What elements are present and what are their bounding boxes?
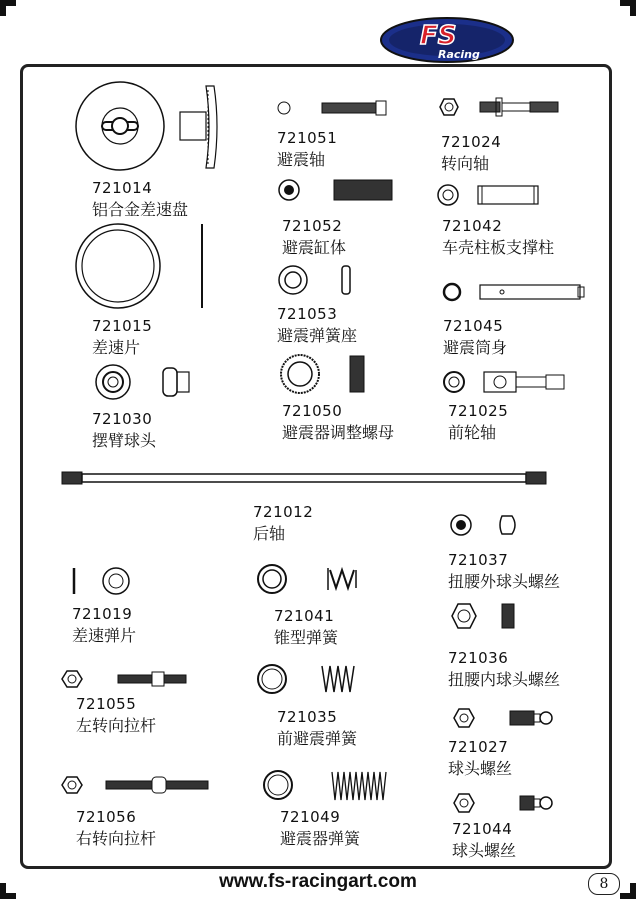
front-spring-illustration bbox=[256, 662, 366, 696]
part-name: 避震弹簧座 bbox=[277, 326, 358, 345]
part-code: 721044 bbox=[452, 820, 513, 838]
part-code: 721037 bbox=[448, 551, 509, 569]
part-label bbox=[76, 806, 156, 850]
rear-axle-illustration bbox=[60, 468, 548, 488]
part-name: 转向轴 bbox=[441, 154, 490, 173]
part-name: 后轴 bbox=[253, 524, 286, 543]
part-name: 摆臂球头 bbox=[92, 431, 157, 450]
part-name: 扭腰外球头螺丝 bbox=[448, 572, 561, 591]
part-code: 721052 bbox=[282, 217, 343, 235]
part-code: 721042 bbox=[442, 217, 503, 235]
part-name: 避震器调整螺母 bbox=[282, 423, 395, 442]
part-label bbox=[441, 131, 501, 175]
svg-text:Racing: Racing bbox=[438, 48, 480, 61]
part-label bbox=[280, 806, 360, 850]
inner-ball-screw-illustration bbox=[450, 602, 530, 630]
diff-plate-illustration bbox=[74, 80, 224, 180]
part-name: 避震器弹簧 bbox=[280, 829, 361, 848]
shock-cylinder-illustration bbox=[442, 282, 592, 302]
shock-shaft-illustration bbox=[276, 98, 396, 118]
fs-racing-logo bbox=[378, 10, 516, 66]
part-name: 避震筒身 bbox=[443, 338, 508, 357]
part-code: 721055 bbox=[76, 695, 137, 713]
part-label bbox=[277, 127, 337, 171]
part-label bbox=[448, 400, 508, 444]
part-label bbox=[452, 818, 516, 862]
adjust-nut-illustration bbox=[280, 352, 370, 396]
part-label bbox=[76, 693, 156, 737]
part-label bbox=[72, 603, 136, 647]
part-code: 721035 bbox=[277, 708, 338, 726]
part-name: 左转向拉杆 bbox=[76, 716, 157, 735]
steering-shaft-illustration bbox=[436, 96, 566, 118]
right-tie-rod-illustration bbox=[60, 774, 210, 796]
diff-ring-illustration bbox=[74, 222, 214, 312]
part-name: 前避震弹簧 bbox=[277, 729, 358, 748]
part-code: 721030 bbox=[92, 410, 153, 428]
part-label bbox=[282, 400, 394, 444]
part-code: 721041 bbox=[274, 607, 335, 625]
ball-screw-2-illustration bbox=[452, 790, 562, 816]
part-code: 721050 bbox=[282, 402, 343, 420]
part-name: 前轮轴 bbox=[448, 423, 497, 442]
svg-text:FS: FS bbox=[420, 21, 457, 51]
part-label bbox=[92, 177, 188, 221]
part-code: 721053 bbox=[277, 305, 338, 323]
cone-spring-illustration bbox=[256, 562, 366, 596]
part-name: 球头螺丝 bbox=[448, 759, 513, 778]
shock-body-illustration bbox=[278, 176, 398, 204]
part-name: 右转向拉杆 bbox=[76, 829, 157, 848]
part-code: 721024 bbox=[441, 133, 502, 151]
part-code: 721049 bbox=[280, 808, 341, 826]
part-label bbox=[448, 736, 512, 780]
corner-mark bbox=[0, 0, 16, 16]
outer-ball-screw-illustration bbox=[450, 512, 530, 538]
part-label bbox=[253, 501, 313, 545]
part-code: 721036 bbox=[448, 649, 509, 667]
part-label bbox=[448, 647, 560, 691]
part-name: 铝合金差速盘 bbox=[92, 200, 189, 219]
part-code: 721027 bbox=[448, 738, 509, 756]
left-tie-rod-illustration bbox=[60, 668, 190, 690]
part-name: 避震轴 bbox=[277, 150, 326, 169]
part-code: 721051 bbox=[277, 129, 338, 147]
part-label bbox=[282, 215, 346, 259]
part-name: 扭腰内球头螺丝 bbox=[448, 670, 561, 689]
part-label bbox=[448, 549, 560, 593]
part-name: 锥型弹簧 bbox=[274, 628, 339, 647]
corner-mark bbox=[620, 0, 636, 16]
part-name: 差速片 bbox=[92, 338, 141, 357]
part-name: 避震缸体 bbox=[282, 238, 347, 257]
part-code: 721015 bbox=[92, 317, 153, 335]
part-code: 721025 bbox=[448, 402, 509, 420]
part-code: 721045 bbox=[443, 317, 504, 335]
footer-url[interactable]: www.fs-racingart.com bbox=[219, 871, 417, 892]
part-label bbox=[92, 408, 156, 452]
page-number: 8 bbox=[588, 873, 620, 895]
ball-end-illustration bbox=[95, 362, 195, 402]
part-name: 车壳柱板支撑柱 bbox=[442, 238, 555, 257]
ball-screw-illustration bbox=[452, 706, 562, 730]
front-axle-illustration bbox=[442, 368, 572, 396]
part-label bbox=[274, 605, 338, 649]
part-label bbox=[277, 706, 357, 750]
body-post-illustration bbox=[436, 182, 546, 208]
part-name: 差速弹片 bbox=[72, 626, 137, 645]
part-name: 球头螺丝 bbox=[452, 841, 517, 860]
part-code: 721014 bbox=[92, 179, 153, 197]
diff-spring-illustration bbox=[70, 566, 140, 596]
part-code: 721012 bbox=[253, 503, 314, 521]
part-code: 721056 bbox=[76, 808, 137, 826]
shock-spring-illustration bbox=[262, 768, 392, 804]
part-code: 721019 bbox=[72, 605, 133, 623]
part-label bbox=[442, 215, 554, 259]
part-label bbox=[277, 303, 357, 347]
part-label bbox=[443, 315, 507, 359]
spring-seat-illustration bbox=[278, 264, 358, 296]
part-label bbox=[92, 315, 152, 359]
